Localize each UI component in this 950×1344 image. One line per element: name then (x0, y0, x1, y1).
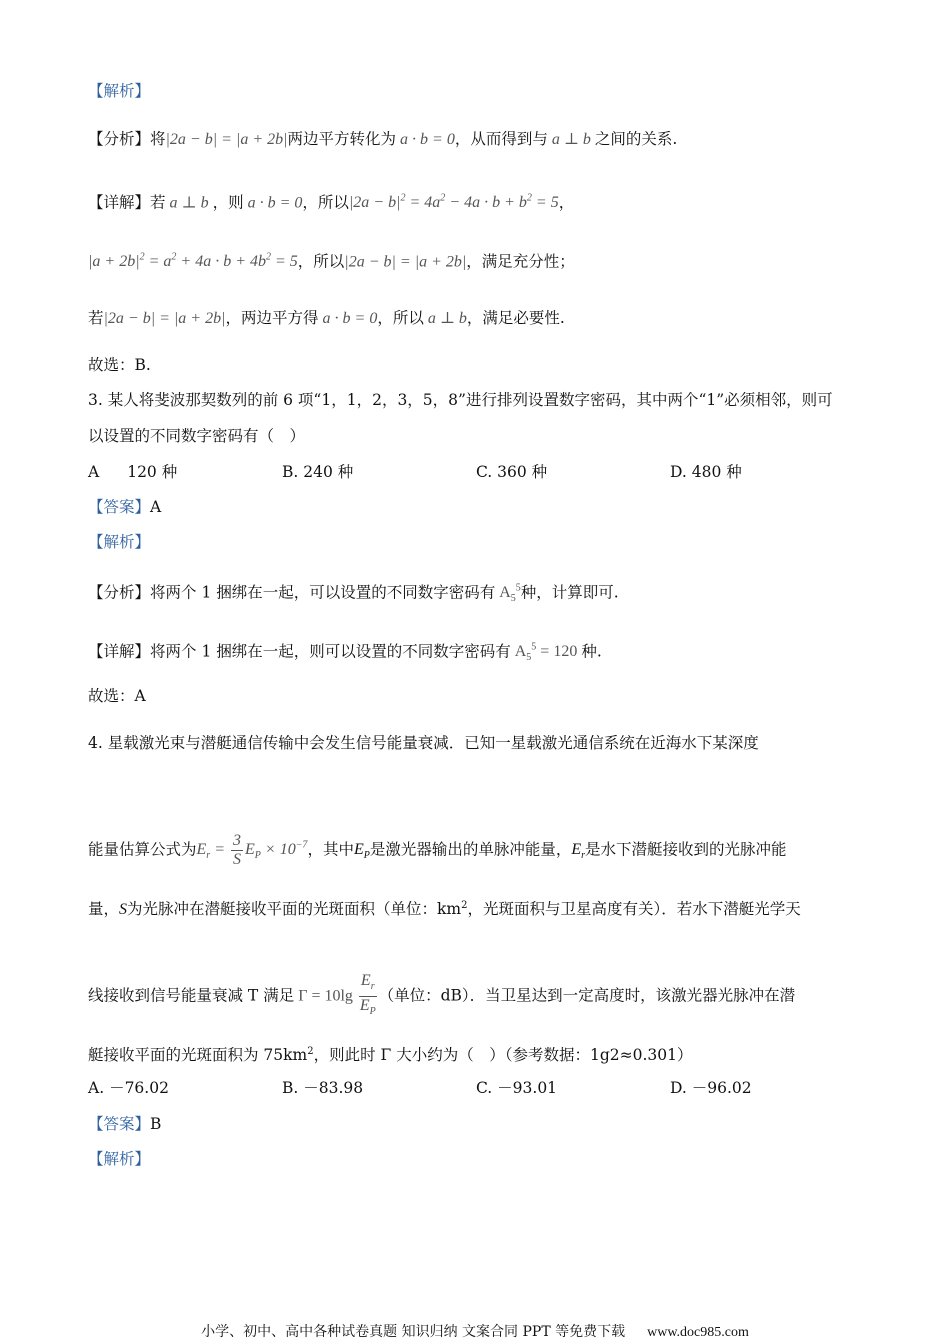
footer-url[interactable]: www.doc985.com (647, 1325, 749, 1340)
q4-stem-line2: 能量估算公式为$E_r$ = $\frac{3}{S}$ $E_P \times 10^{-7}$，其中$E_P$是激光器输出的单脉冲能量，$E_r$是水下潜艇接收到的光脉冲能 (88, 831, 787, 868)
q3-option-d: D. 480 种 (670, 463, 742, 481)
q2-detail-line3: 若|2a − b| = |a + 2b|，两边平方得 a · b = 0，所以 a ⊥ b，满足必要性. (88, 309, 565, 327)
q2-conclusion: 故选：B. (88, 356, 151, 374)
q4-option-a: A. －76.02 (88, 1079, 169, 1097)
q4-stem-line4: 线接收到信号能量衰减 T 满足 Γ = 10lg $\frac{E_r}{E_P}$ （单位：dB）．当卫星达到一定高度时，该激光器光脉冲在潜 (88, 972, 795, 1021)
formula: |2a − b| = |a + 2b| (165, 131, 288, 148)
q3-jiexi: 【解析】 (88, 533, 151, 551)
q4-stem-line1: 4. 星载激光束与潜艇通信传输中会发生信号能量衰减．已知一星载激光通信系统在近海水下某深度 (88, 734, 759, 752)
q3-stem-line2: 以设置的不同数字密码有（ ） (88, 427, 306, 445)
q4-answer: 【答案】B (88, 1115, 162, 1133)
q3-option-b: B. 240 种 (282, 463, 354, 481)
q4-option-c: C. －93.01 (476, 1079, 558, 1097)
q4-option-b: B. －83.98 (282, 1079, 364, 1097)
q2-analysis: 【分析】将|2a − b| = |a + 2b|两边平方转化为 a · b = 0，从而得到与 a ⊥ b 之间的关系. (88, 130, 678, 148)
page-footer (0, 1322, 950, 1343)
q3-detail: 【详解】将两个 1 捆绑在一起，则可以设置的不同数字密码有 $A_5^5 = 120$ 种. (88, 642, 602, 664)
footer-text: 小学、初中、高中各种试卷真题 知识归纳 文案合同 PPT 等免费下载 (201, 1324, 626, 1340)
q2-detail-line1: 【详解】若 a ⊥ b ，则 a · b = 0，所以$|2a - b|^2 = 4a^2 - 4a \cdot b + b^2 = 5$， (88, 193, 575, 212)
formula: a ⊥ b (547, 131, 595, 148)
jiexi-label: 【解析】 (88, 82, 151, 100)
formula: $A_5^5 = 120$ (510, 642, 582, 664)
q4-jiexi: 【解析】 (88, 1150, 151, 1168)
q3-stem-line1: 3. 某人将斐波那契数列的前 6 项“1，1，2，3，5，8”进行排列设置数字密码，其中两个“1”必须相邻，则可 (88, 391, 833, 409)
formula: Γ = 10lg (294, 987, 357, 1005)
q3-conclusion: 故选：A (88, 687, 146, 705)
formula: $E_P \times 10^{-7}$ (245, 840, 308, 862)
formula: a ⊥ b (423, 310, 467, 327)
q3-answer: 【答案】A (88, 498, 162, 516)
formula: a ⊥ b (165, 194, 213, 212)
formula-fraction: $\frac{3}{S}$ (233, 831, 241, 868)
q3-option-a: A 120 种 (88, 463, 178, 481)
formula: $E_r$ = (196, 841, 229, 862)
q4-stem-line3: 量，S为光脉冲在潜艇接收平面的光斑面积（单位：$km^2$，光斑面积与卫星高度有关）．若水下潜艇光学天 (88, 900, 801, 919)
q3-analysis: 【分析】将两个 1 捆绑在一起，可以设置的不同数字密码有 $A_5^5$种，计算即可. (88, 583, 619, 605)
q2-detail-line2: $|a + 2b|^2 = a^2 + 4a \cdot b + 4b^2 = 5$，所以|2a − b| = |a + 2b|，满足充分性； (88, 252, 575, 271)
q4-stem-line5: 艇接收平面的光斑面积为 $75km^2$，则此时 Γ 大小约为（ ）（参考数据：1g2≈0.301） (88, 1046, 693, 1065)
q4-option-d: D. －96.02 (670, 1079, 752, 1097)
formula: a · b = 0 (243, 194, 303, 212)
jiexi-heading (88, 80, 150, 102)
formula-fraction: $\frac{E_r}{E_P}$ (359, 972, 376, 1018)
formula: a · b = 0 (396, 131, 455, 148)
formula: a · b = 0 (318, 310, 378, 327)
formula: $|a + 2b|^2 = a^2 + 4a \cdot b + 4b^2 = 5$ (88, 252, 298, 271)
q3-option-c: C. 360 种 (476, 463, 548, 481)
formula: |2a − b| = |a + 2b| (344, 253, 467, 271)
formula: |2a − b| = |a + 2b| (103, 310, 226, 327)
formula: $|2a - b|^2 = 4a^2 - 4a \cdot b + b^2 = 5$ (348, 193, 559, 212)
formula: $A_5^5$ (495, 583, 521, 605)
